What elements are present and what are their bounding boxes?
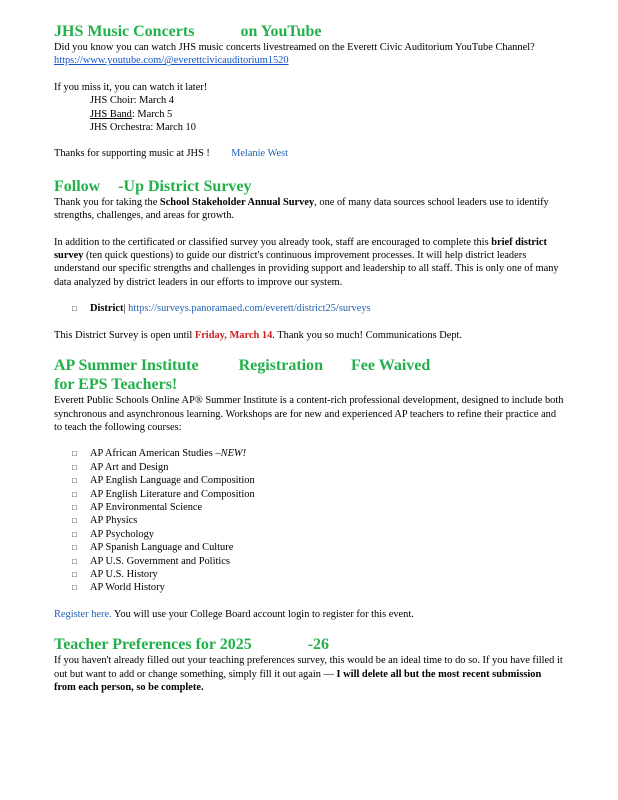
district-label: District (90, 303, 124, 315)
course-name: AP World History (90, 582, 165, 594)
course-name: AP English Literature and Composition (90, 488, 255, 500)
bullet-icon: □ (72, 529, 77, 539)
list-item (54, 568, 564, 581)
list-item (54, 541, 564, 554)
list-item (54, 555, 564, 568)
bullet-icon: □ (72, 489, 77, 499)
open-text-b: . Thank you so much! Communications Dept. (272, 329, 463, 341)
ap-heading (54, 356, 564, 375)
prefs-heading-a: Teacher Preferences for 2025 (54, 636, 252, 654)
ap-course-list (54, 447, 564, 594)
prefs-heading-b: -26 (307, 636, 330, 654)
bullet-icon: □ (72, 569, 77, 579)
deadline-date: Friday, March 14 (194, 329, 273, 341)
survey-heading-b: -Up District Survey (118, 177, 252, 195)
survey-p2-text: In addition to the certificated or classified survey you already took, staff are encouraged to complete this (54, 236, 492, 248)
ap-heading-c: Fee Waived (351, 357, 431, 375)
bullet-icon: □ (72, 476, 77, 486)
bullet-icon: □ (72, 449, 77, 459)
register-line (54, 608, 564, 621)
concerts-heading-a: JHS Music Concerts (54, 23, 195, 40)
concerts-heading-b: on YouTube (240, 23, 322, 40)
survey-p2-bold: brief district survey (54, 236, 547, 262)
list-item (54, 474, 564, 487)
ap-heading-b: Registration (238, 357, 324, 375)
prefs-text: If you haven't already filled out your teaching preferences survey, this would be an ideal time to do so. If you have filled it out but want to add or change something, simply fill it out again — (54, 655, 563, 680)
concerts-heading (54, 22, 564, 41)
list-item (54, 302, 564, 315)
district-survey-link[interactable]: https://surveys.panoramaed.com/everett/district25/surveys (128, 303, 371, 315)
list-item (54, 514, 564, 527)
survey-open-line (54, 329, 564, 342)
list-item (54, 447, 564, 460)
event-date: : March 4 (133, 95, 174, 107)
concert-event (90, 108, 564, 121)
course-name: AP U.S. Government and Politics (90, 555, 230, 567)
course-name: AP U.S. History (90, 568, 158, 580)
survey-p1-text-b: , one of many data sources school leaders use to identify strengths, challenges, and areas for growth. (54, 196, 549, 222)
register-link[interactable]: Register here. (54, 608, 112, 620)
concert-event (90, 121, 564, 134)
course-name: AP Spanish Language and Culture (90, 542, 234, 554)
missed-line: If you miss it, you can watch it later! (54, 81, 208, 93)
course-name: AP Psychology (90, 528, 154, 540)
new-badge: NEW! (220, 448, 247, 460)
prefs-heading (54, 635, 564, 654)
bullet-icon: □ (72, 462, 77, 472)
prefs-paragraph (54, 654, 564, 694)
event-name: JHS Band (90, 108, 132, 120)
event-date: : March 10 (150, 122, 196, 134)
event-name: JHS Choir (90, 95, 134, 107)
concert-schedule (54, 94, 564, 134)
course-name: AP English Language and Composition (90, 475, 255, 487)
signature: Melanie West (231, 148, 289, 160)
separator: | (123, 303, 126, 315)
survey-heading-a: Follow (54, 177, 101, 195)
survey-paragraph-2 (54, 236, 564, 290)
open-text: This District Survey is open until (54, 329, 195, 341)
ap-intro: Everett Public Schools Online AP® Summer Institute is a content-rich professional development, designed to include both synchronous and asynchronous learning. Workshops are for new and experienced AP teachers to refine their practice and to teach the following courses: (54, 395, 564, 433)
concert-event (90, 94, 564, 107)
survey-p1-text: Thank you for taking the (54, 196, 160, 208)
course-name: AP Physics (90, 515, 138, 527)
register-text: You will use your College Board account login to register for this event. (111, 608, 414, 620)
prefs-bold: I will delete all but the most recent submission from each person, so be complete. (54, 668, 542, 693)
thanks-text: Thanks for supporting music at JHS ! (54, 148, 210, 160)
concerts-intro-text: Did you know you can watch JHS music concerts livestreamed on the Everett Civic Auditorium YouTube Channel? (54, 42, 535, 53)
list-item (54, 461, 564, 474)
list-item (54, 501, 564, 514)
event-name: JHS Orchestra (90, 122, 151, 134)
bullet-icon: □ (72, 502, 77, 512)
list-item (54, 488, 564, 501)
bullet-icon: □ (72, 583, 77, 593)
bullet-icon: □ (72, 543, 77, 553)
list-item (54, 528, 564, 541)
survey-p2-text-b: (ten quick questions) to guide our district's continuous improvement processes. It will help district leaders understand our specific strengths and challenges in providing support and leadership to all staff. This is only one of many data analyzed by district leaders in our efforts to improve our system. (54, 250, 559, 288)
course-name: AP African American Studies – (90, 448, 221, 460)
bullet-icon: □ (72, 556, 77, 566)
survey-link-list (54, 302, 564, 315)
survey-paragraph-1 (54, 196, 564, 223)
list-item (54, 581, 564, 594)
course-name: AP Environmental Science (90, 501, 203, 513)
bullet-icon: □ (72, 304, 77, 314)
youtube-link[interactable]: https://www.youtube.com/@everettcivicauditorium1520 (54, 55, 289, 67)
ap-heading-a: AP Summer Institute (54, 357, 199, 375)
event-date: : March 5 (131, 108, 173, 120)
bullet-icon: □ (72, 516, 77, 526)
survey-heading (54, 177, 564, 196)
concerts-intro (54, 41, 564, 68)
newsletter-page (54, 22, 564, 694)
ap-heading-line2: for EPS Teachers! (54, 376, 178, 394)
thanks-line (54, 147, 564, 160)
survey-p1-bold: School Stakeholder Annual Survey (159, 196, 315, 208)
course-name: AP Art and Design (90, 461, 169, 473)
